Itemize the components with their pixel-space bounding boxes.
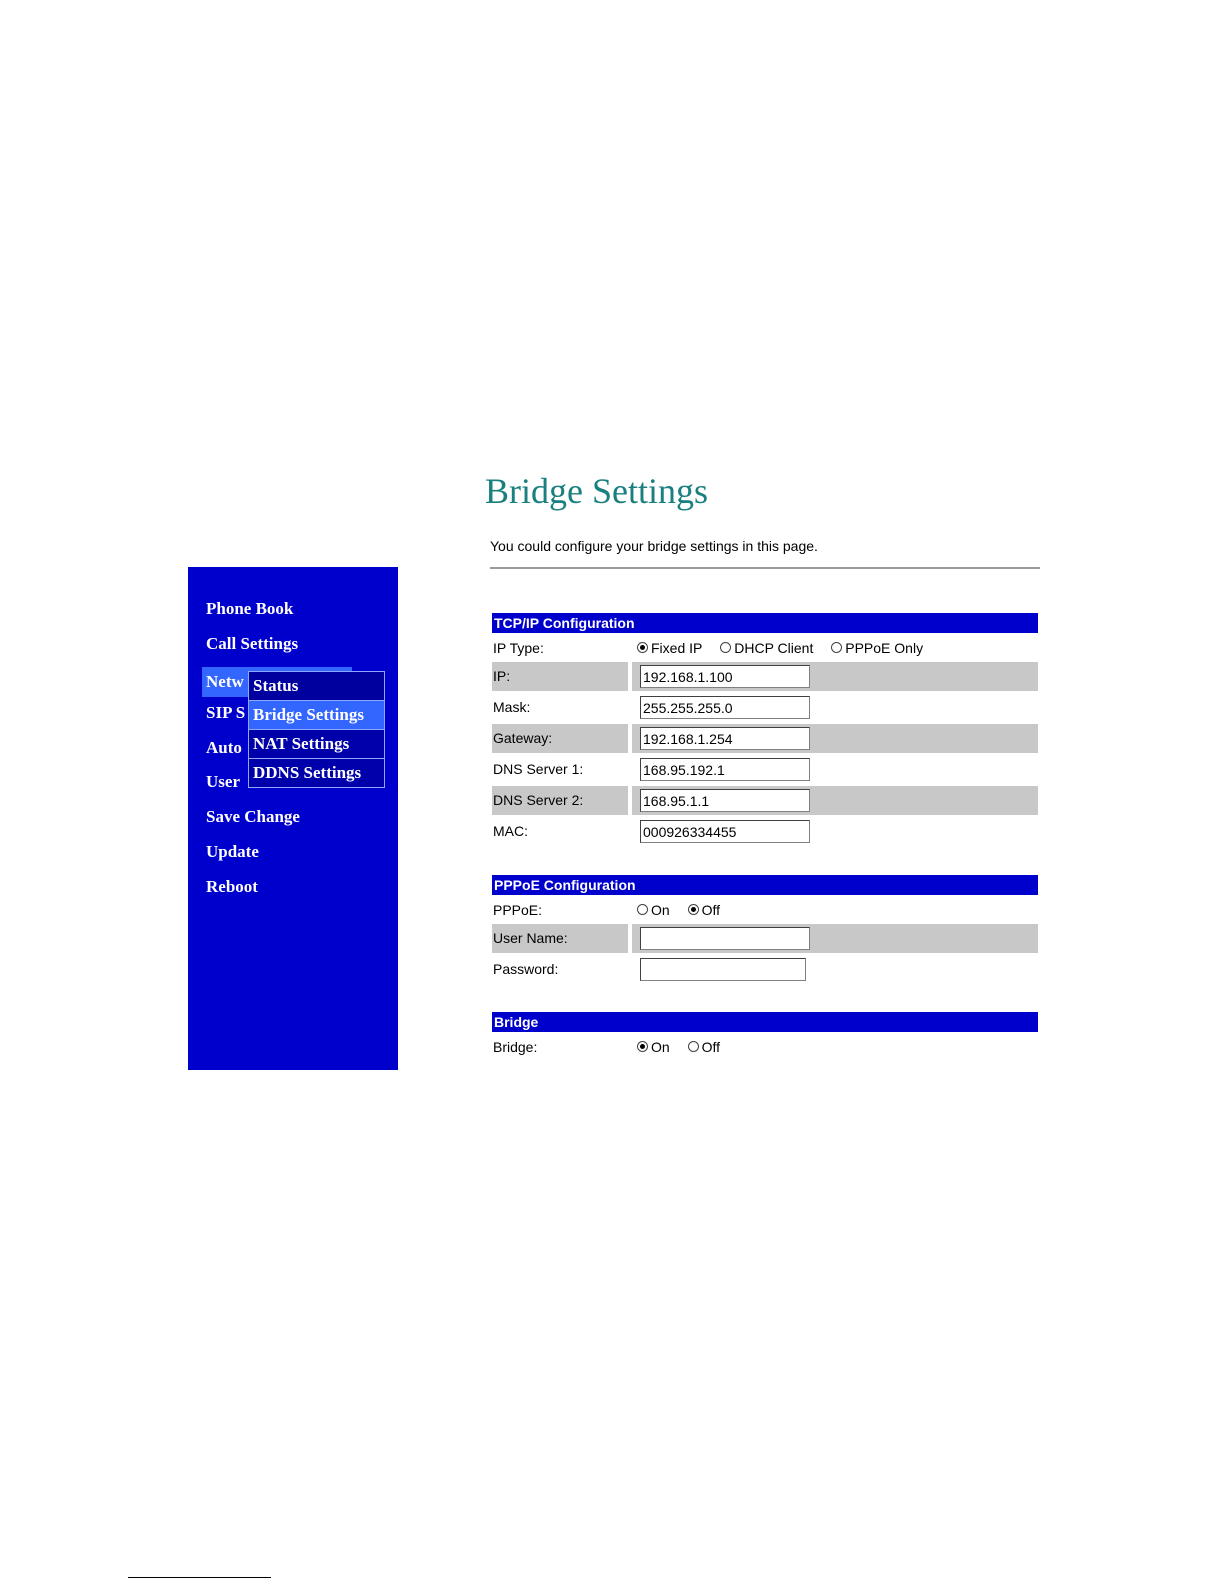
mac-label: MAC:: [493, 823, 528, 839]
bridge-off-radio[interactable]: [688, 1033, 720, 1062]
network-submenu: [248, 671, 385, 788]
ip-type-radio-group: [637, 634, 937, 663]
gateway-input[interactable]: [640, 727, 810, 750]
bridge-off-label: Off: [701, 1039, 720, 1055]
mask-row: [492, 693, 1038, 722]
password-row: [492, 955, 1038, 984]
mask-input[interactable]: [640, 696, 810, 719]
password-label: Password:: [493, 961, 559, 977]
sidebar-nav: [188, 567, 398, 1070]
radio-unchecked-icon: [720, 642, 731, 653]
mac-input[interactable]: [640, 820, 810, 843]
ip-type-dhcp-radio[interactable]: [720, 634, 813, 663]
ip-type-fixed-radio[interactable]: [637, 634, 702, 663]
divider: [490, 567, 1040, 569]
column-separator: [628, 786, 632, 815]
page-description: You could configure your bridge settings in this page.: [490, 538, 818, 554]
tcpip-section-header: TCP/IP Configuration: [492, 613, 1038, 633]
submenu-item-ddns-settings[interactable]: DDNS Settings: [253, 763, 362, 782]
pppoe-label: PPPoE:: [493, 902, 543, 918]
column-separator: [628, 924, 632, 953]
dns2-label: DNS Server 2:: [493, 792, 584, 808]
mac-row: [492, 817, 1038, 846]
radio-unchecked-icon: [637, 904, 648, 915]
page-title: Bridge Settings: [485, 471, 708, 511]
username-input[interactable]: [640, 927, 810, 950]
pppoe-on-radio[interactable]: [637, 896, 670, 925]
pppoe-off-label: Off: [701, 902, 720, 918]
radio-checked-icon: [688, 904, 699, 915]
radio-checked-icon: [637, 1041, 648, 1052]
radio-unchecked-icon: [831, 642, 842, 653]
dns2-row: [492, 786, 1038, 815]
footnote-separator: [128, 1577, 271, 1578]
password-input[interactable]: [640, 958, 806, 981]
pppoe-on-label: On: [651, 902, 670, 918]
dns1-input[interactable]: [640, 758, 810, 781]
column-separator: [628, 724, 632, 753]
sidebar-item-save-change[interactable]: Save Change: [206, 807, 300, 826]
dns1-row: [492, 755, 1038, 784]
radio-unchecked-icon: [688, 1041, 699, 1052]
sidebar-item-reboot[interactable]: Reboot: [206, 877, 258, 896]
ip-type-dhcp-label: DHCP Client: [734, 640, 814, 656]
submenu-item-bridge-settings[interactable]: Bridge Settings: [249, 701, 384, 730]
pppoe-section-header: PPPoE Configuration: [492, 875, 1038, 895]
column-separator: [628, 662, 632, 691]
gateway-label: Gateway:: [493, 730, 553, 746]
bridge-on-radio[interactable]: [637, 1033, 670, 1062]
sidebar-item-phone-book[interactable]: Phone Book: [206, 599, 294, 618]
bridge-on-label: On: [651, 1039, 670, 1055]
ip-type-row: [492, 634, 1038, 663]
pppoe-off-radio[interactable]: [688, 896, 720, 925]
bridge-section-header: Bridge: [492, 1012, 1038, 1032]
username-label: User Name:: [493, 930, 568, 946]
ip-row: [492, 662, 1038, 691]
submenu-item-status[interactable]: Status: [249, 672, 384, 701]
ip-type-label: IP Type:: [493, 640, 544, 656]
dns1-label: DNS Server 1:: [493, 761, 584, 777]
sidebar-item-user[interactable]: User: [206, 772, 240, 791]
dns2-input[interactable]: [640, 789, 810, 812]
bridge-label: Bridge:: [493, 1039, 538, 1055]
sidebar-item-update[interactable]: Update: [206, 842, 259, 861]
sidebar-item-sip-settings[interactable]: SIP S: [206, 703, 246, 722]
username-row: [492, 924, 1038, 953]
ip-label: IP:: [493, 668, 511, 684]
ip-type-pppoe-label: PPPoE Only: [845, 640, 924, 656]
sidebar-item-network[interactable]: Netw: [202, 667, 352, 697]
sidebar-item-auto[interactable]: Auto: [206, 738, 242, 757]
gateway-row: [492, 724, 1038, 753]
ip-input[interactable]: [640, 665, 810, 688]
submenu-item-nat-settings[interactable]: NAT Settings: [249, 730, 384, 759]
ip-type-fixed-label: Fixed IP: [651, 640, 703, 656]
mask-label: Mask:: [493, 699, 531, 715]
bridge-row: [492, 1033, 1038, 1062]
ip-type-pppoe-radio[interactable]: [831, 634, 923, 663]
radio-checked-icon: [637, 642, 648, 653]
bridge-radio-group: [637, 1033, 734, 1062]
pppoe-row: [492, 896, 1038, 925]
pppoe-radio-group: [637, 896, 734, 925]
sidebar-item-call-settings[interactable]: Call Settings: [206, 634, 299, 653]
